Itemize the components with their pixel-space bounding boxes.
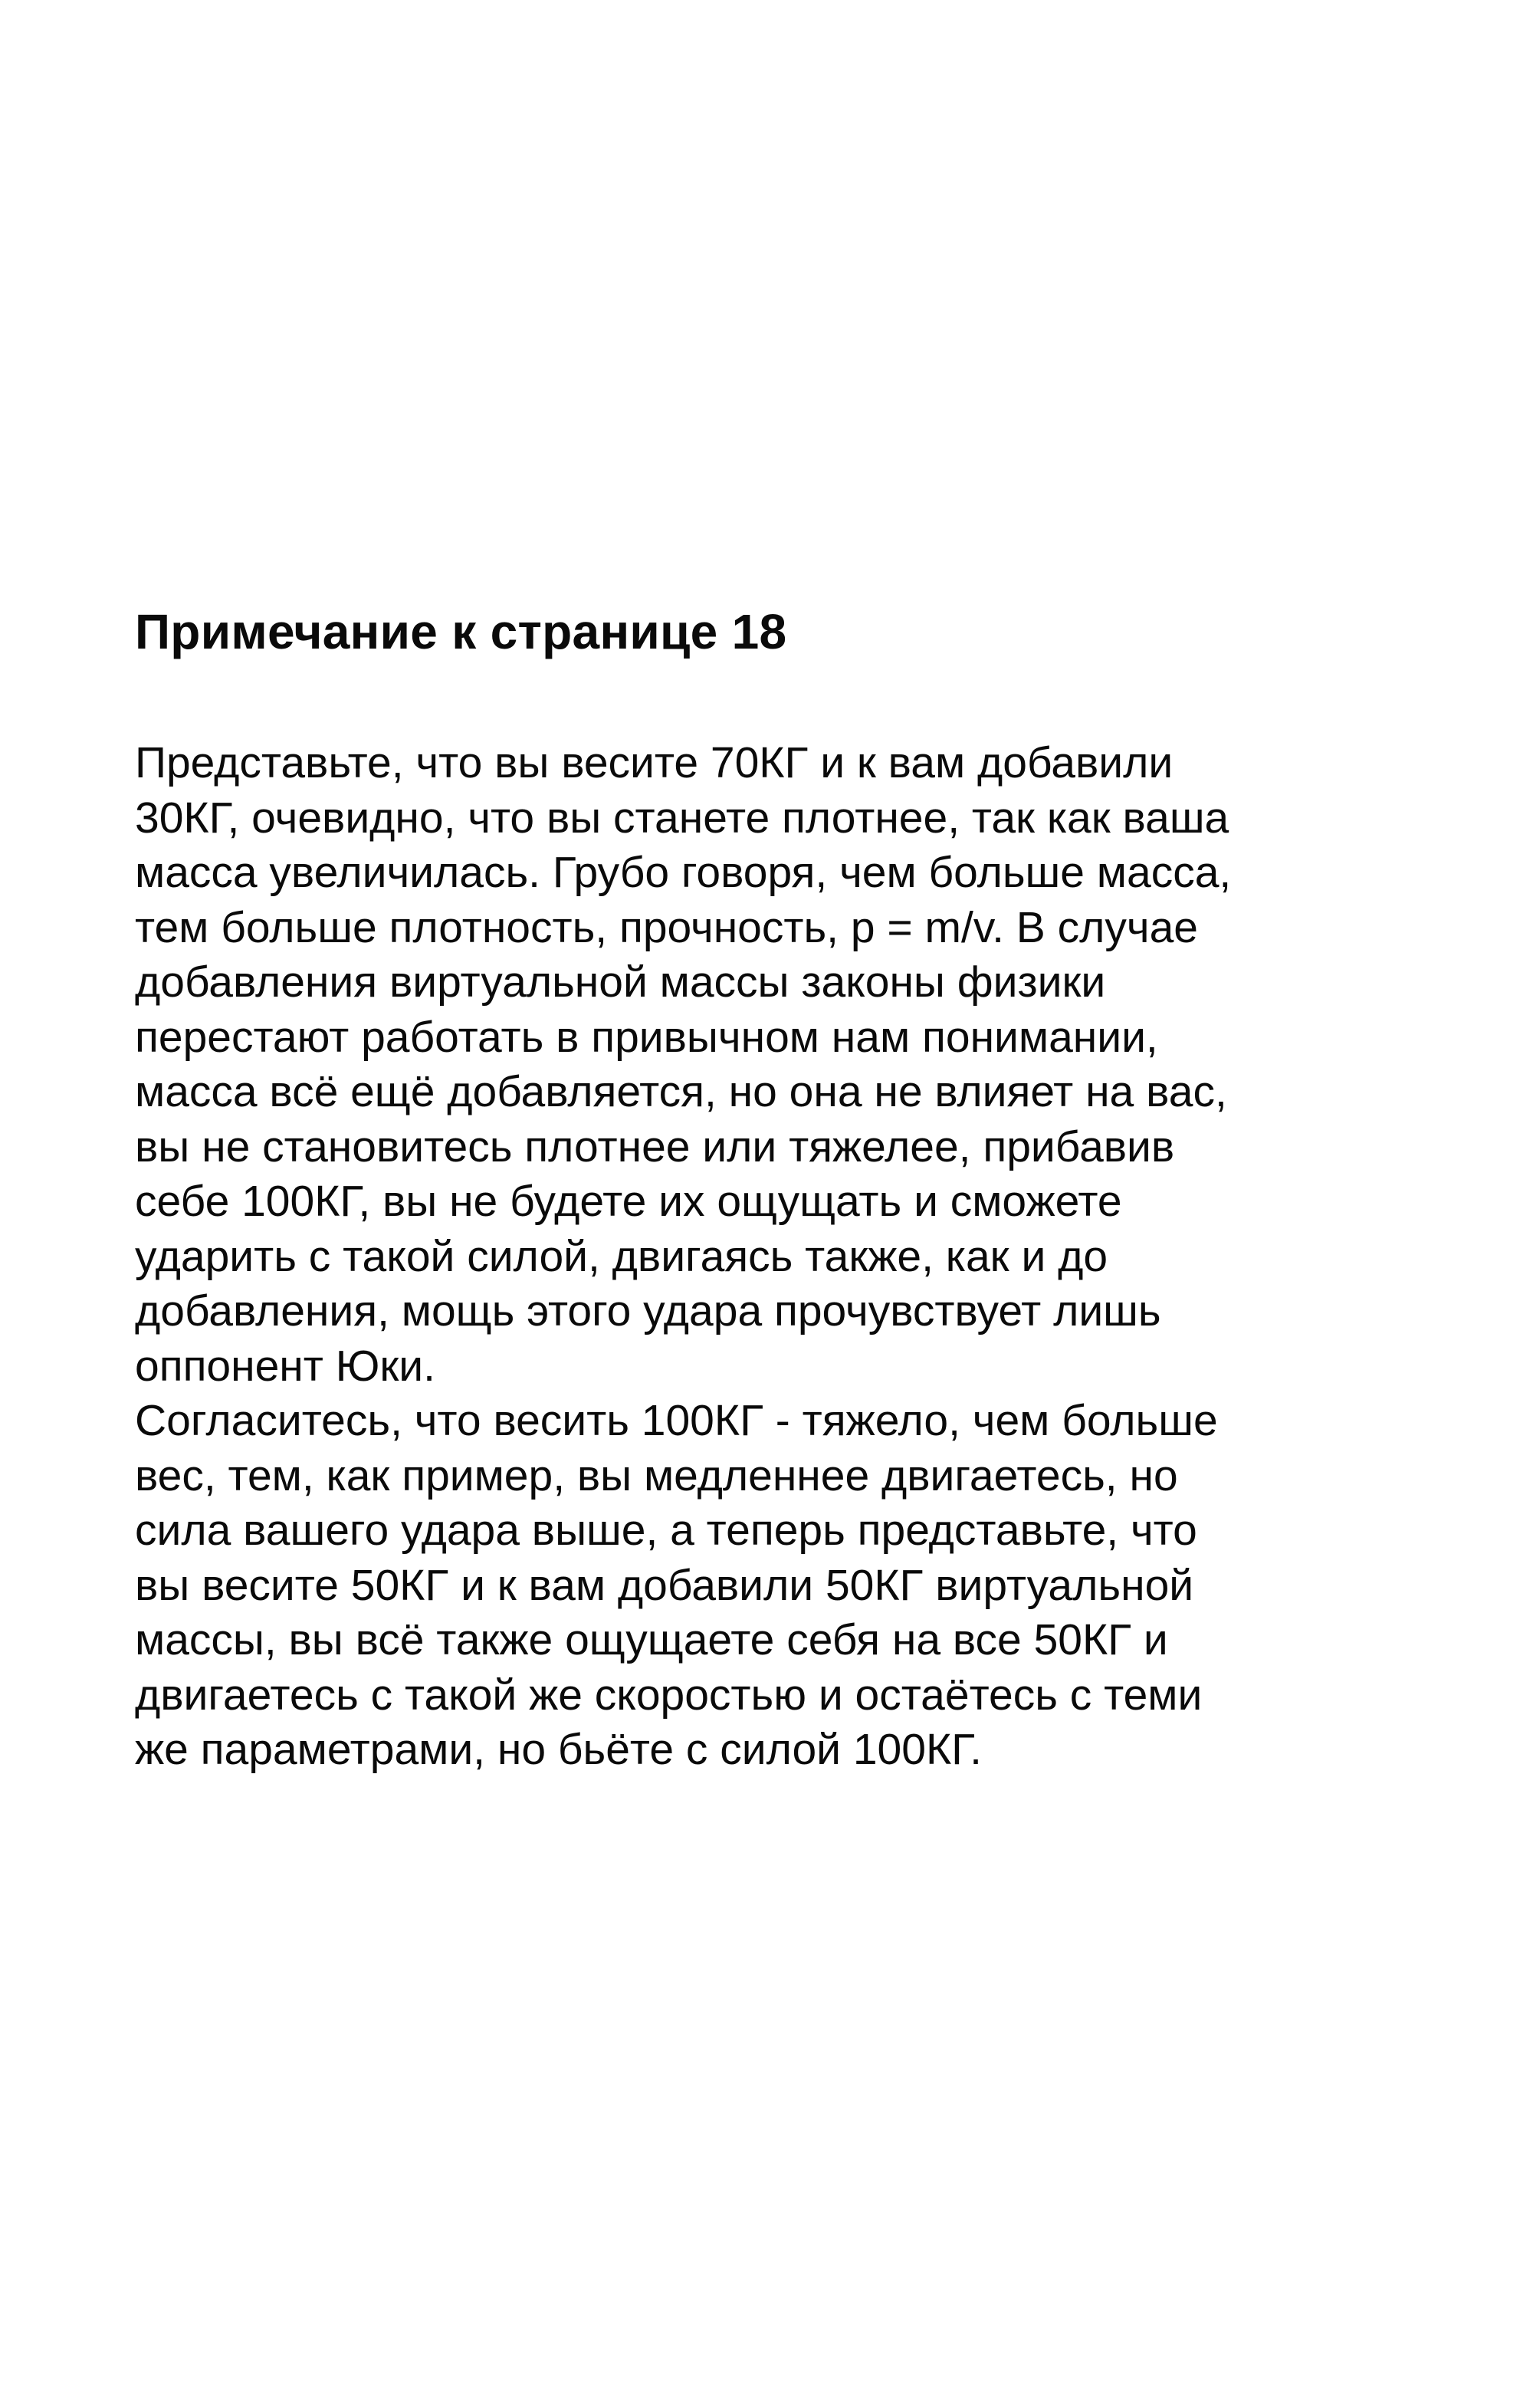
note-line: ударить с такой силой, двигаясь также, как и до [135, 1231, 1108, 1281]
note-line: сила вашего удара выше, а теперь представьте, что [135, 1506, 1197, 1555]
note-line: масса увеличилась. Грубо говоря, чем больше масса, [135, 848, 1232, 897]
note-line: масса всё ещё добавляется, но она не влияет на вас, [135, 1067, 1227, 1116]
note-line: Представьте, что вы весите 70КГ и к вам добавили [135, 738, 1174, 787]
note-title: Примечание к странице 18 [135, 604, 787, 659]
note-line: вес, тем, как пример, вы медленнее двигаетесь, но [135, 1450, 1178, 1500]
note-block [135, 601, 1423, 1778]
note-line: перестают работать в привычном нам понимании, [135, 1012, 1158, 1062]
note-line: оппонент Юки. [135, 1341, 435, 1391]
note-line: двигаетесь с такой же скоростью и остаётесь с теми [135, 1670, 1203, 1720]
note-line: 30КГ, очевидно, что вы станете плотнее, так как ваша [135, 793, 1229, 843]
note-line: тем больше плотность, прочность, p = m/v. В случае [135, 902, 1198, 952]
note-line: вы не становитесь плотнее или тяжелее, прибавив [135, 1122, 1175, 1171]
note-line: же параметрами, но бьёте с силой 100КГ. [135, 1725, 982, 1774]
note-line: себе 100КГ, вы не будете их ощущать и сможете [135, 1177, 1122, 1226]
note-line: добавления виртуальной массы законы физики [135, 958, 1106, 1007]
note-line: добавления, мощь этого удара прочувствует лишь [135, 1286, 1161, 1335]
note-line: вы весите 50КГ и к вам добавили 50КГ виртуальной [135, 1560, 1194, 1610]
note-line: массы, вы всё также ощущаете себя на все 50КГ и [135, 1615, 1168, 1664]
note-body [135, 736, 1423, 1778]
note-line: Согласитесь, что весить 100КГ - тяжело, чем больше [135, 1396, 1218, 1445]
